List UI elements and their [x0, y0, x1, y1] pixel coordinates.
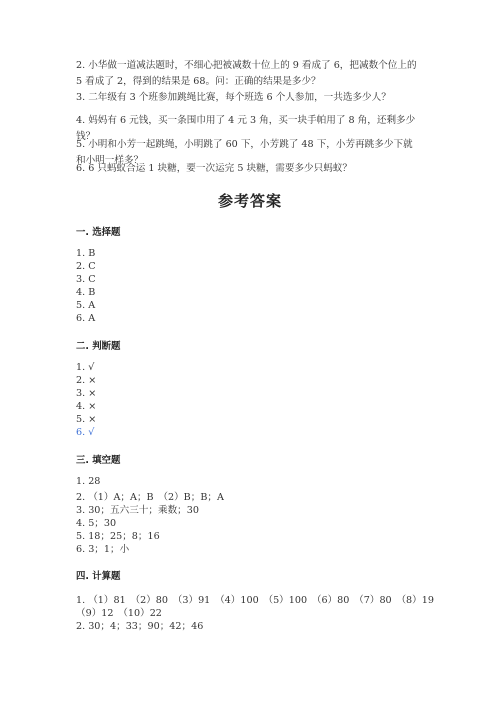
calc-answer: （9）12 （10）22	[76, 608, 162, 619]
question-3: 3. 二年级有 3 个班参加跳绳比赛，每个班选 6 个人参加，一共选多少人？	[76, 92, 391, 103]
question-6: 6. 6 只蚂蚁合运 1 块糖，要一次运完 5 块糖，需要多少只蚂蚁？	[76, 163, 353, 174]
section-heading-calc: 四. 计算题	[76, 571, 121, 582]
judge-answer: 3. ×	[76, 388, 97, 399]
question-4: 4. 妈妈有 6 元钱，买一条围巾用了 4 元 3 角，买一块手帕用了 8 角，还剩多少钱？	[76, 115, 416, 142]
judge-answer: 4. ×	[76, 401, 97, 412]
fill-answer: 2. （1）A；A；B （2）B；B；A	[76, 492, 224, 503]
calc-answer: 2. 30；4；33；90；42；46	[76, 621, 204, 632]
fill-answer: 4. 5；30	[76, 518, 117, 529]
fill-answer: 3. 30；五六三十；乘数；30	[76, 505, 199, 516]
question-5: 5. 小明和小芳一起跳绳，小明跳了 60 下，小芳跳了 48 下，小芳再跳多少下就和小明一样多？	[76, 139, 413, 166]
answers-title: 参考答案	[217, 192, 282, 210]
choice-answer: 6. A	[76, 313, 96, 324]
choice-answer: 5. A	[76, 300, 96, 311]
judge-answer: 6. √	[76, 427, 95, 438]
choice-answer: 2. C	[76, 261, 96, 272]
choice-answer: 3. C	[76, 274, 96, 285]
fill-answer: 5. 18；25；8；16	[76, 531, 160, 542]
judge-answer: 5. ×	[76, 414, 97, 425]
question-2: 2. 小华做一道减法题时，不细心把被减数十位上的 9 看成了 6，把减数个位上的 5 看成了 2，得到的结果是 68。问：正确的结果是多少？	[76, 60, 417, 87]
choice-answer: 4. B	[76, 287, 96, 298]
section-heading-fill: 三. 填空题	[76, 455, 121, 466]
judge-answer: 2. ×	[76, 375, 97, 386]
calc-answer: 1. （1）81 （2）80 （3）91 （4）100 （5）100 （6）80 （7）80 （8）19	[76, 595, 434, 606]
section-heading-judge: 二. 判断题	[76, 341, 121, 352]
fill-answer: 1. 28	[76, 476, 101, 487]
judge-answer: 1. √	[76, 362, 95, 373]
section-heading-choice: 一. 选择题	[76, 227, 121, 238]
choice-answer: 1. B	[76, 248, 96, 259]
fill-answer: 6. 3；1；小	[76, 544, 130, 555]
